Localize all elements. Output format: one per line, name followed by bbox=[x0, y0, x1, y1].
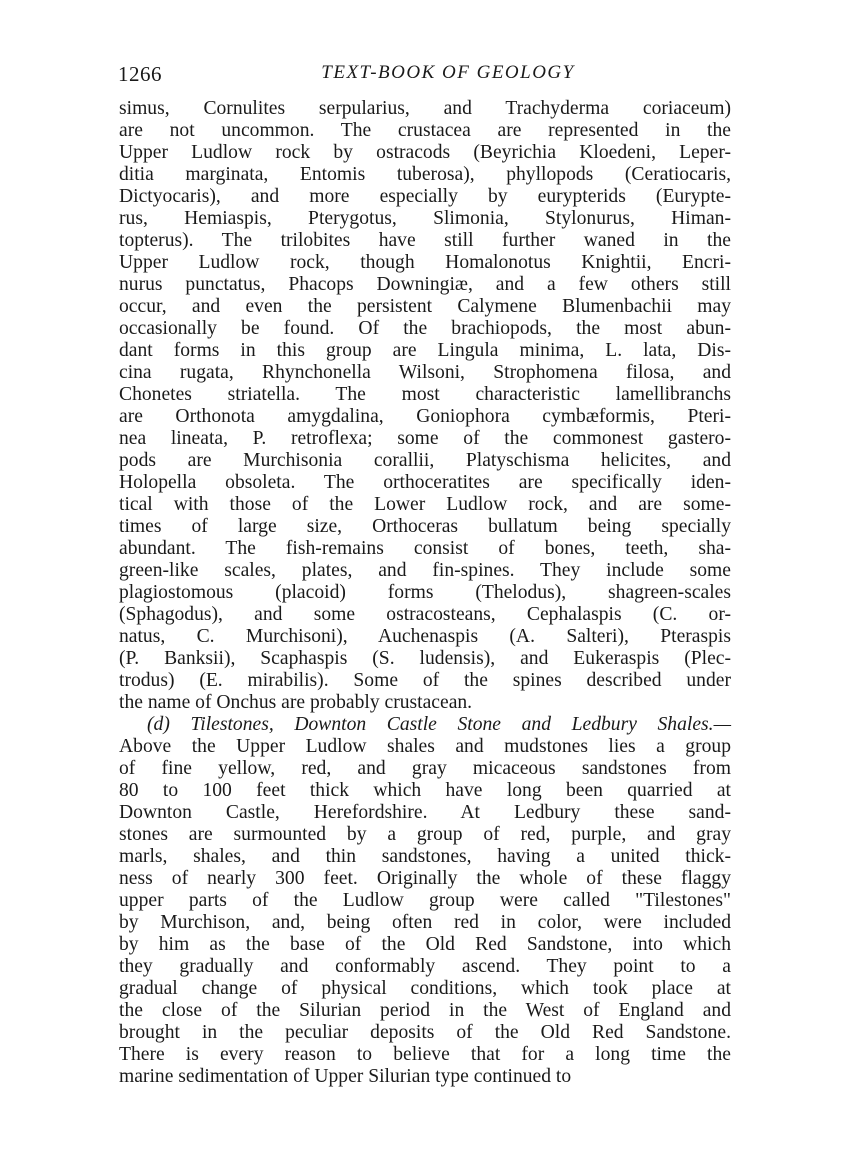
text-line: Upper Ludlow rock, though Homalonotus Knightii, Encri- bbox=[119, 252, 731, 273]
text-line: ness of nearly 300 feet. Originally the whole of these flaggy bbox=[119, 868, 731, 889]
text-line: (Sphagodus), and some ostracosteans, Cephalaspis (C. or- bbox=[119, 604, 731, 625]
text-line: Holopella obsoleta. The orthoceratites are specifically iden- bbox=[119, 472, 731, 493]
text-line: Chonetes striatella. The most characteristic lamellibranchs bbox=[119, 384, 731, 405]
text-line: are Orthonota amygdalina, Goniophora cymbæformis, Pteri- bbox=[119, 406, 731, 427]
text-line: the name of Onchus are probably crustacean. bbox=[119, 692, 473, 713]
text-line: topterus). The trilobites have still further waned in the bbox=[119, 230, 731, 251]
text-line: marls, shales, and thin sandstones, having a united thick- bbox=[119, 846, 731, 867]
text-line: marine sedimentation of Upper Silurian type continued to bbox=[119, 1066, 572, 1087]
text-line: occasionally be found. Of the brachiopods, the most abun- bbox=[119, 318, 731, 339]
text-line: simus, Cornulites serpularius, and Trachyderma coriaceum) bbox=[119, 98, 731, 119]
paragraph-fauna bbox=[119, 98, 731, 714]
section-heading bbox=[119, 714, 731, 736]
text-line: dant forms in this group are Lingula minima, L. lata, Dis- bbox=[119, 340, 731, 361]
text-line: abundant. The fish-remains consist of bones, teeth, sha- bbox=[119, 538, 731, 559]
text-line: plagiostomous (placoid) forms (Thelodus), shagreen-scales bbox=[119, 582, 731, 603]
text-line: Downton Castle, Herefordshire. At Ledbury these sand- bbox=[119, 802, 731, 823]
text-line: Upper Ludlow rock by ostracods (Beyrichia Kloedeni, Leper- bbox=[119, 142, 731, 163]
text-line: upper parts of the Ludlow group were called "Tilestones" bbox=[119, 890, 731, 911]
section-heading-text: (d) Tilestones, Downton Castle Stone and Ledbury Shales.— bbox=[147, 714, 731, 735]
text-line: of fine yellow, red, and gray micaceous sandstones from bbox=[119, 758, 731, 779]
text-line: green-like scales, plates, and fin-spines. They include some bbox=[119, 560, 731, 581]
text-line: Above the Upper Ludlow shales and mudstones lies a group bbox=[119, 736, 731, 757]
text-line: times of large size, Orthoceras bullatum being specially bbox=[119, 516, 731, 537]
text-line: are not uncommon. The crustacea are represented in the bbox=[119, 120, 731, 141]
text-line: trodus) (E. mirabilis). Some of the spines described under bbox=[119, 670, 731, 691]
text-line: 80 to 100 feet thick which have long been quarried at bbox=[119, 780, 731, 801]
text-line: brought in the peculiar deposits of the Old Red Sandstone. bbox=[119, 1022, 731, 1043]
text-line: rus, Hemiaspis, Pterygotus, Slimonia, Stylonurus, Himan- bbox=[119, 208, 731, 229]
text-line: they gradually and conformably ascend. They point to a bbox=[119, 956, 731, 977]
running-title: TEXT-BOOK OF GEOLOGY bbox=[321, 62, 575, 83]
text-line: occur, and even the persistent Calymene Blumenbachii may bbox=[119, 296, 731, 317]
text-line: nea lineata, P. retroflexa; some of the commonest gastero- bbox=[119, 428, 731, 449]
page-header bbox=[118, 62, 738, 88]
text-line: the close of the Silurian period in the West of England and bbox=[119, 1000, 731, 1021]
text-line: cina rugata, Rhynchonella Wilsoni, Strophomena filosa, and bbox=[119, 362, 731, 383]
text-line: pods are Murchisonia corallii, Platyschisma helicites, and bbox=[119, 450, 731, 471]
text-line: There is every reason to believe that for a long time the bbox=[119, 1044, 731, 1065]
text-line: natus, C. Murchisoni), Auchenaspis (A. Salteri), Pteraspis bbox=[119, 626, 731, 647]
text-line: (P. Banksii), Scaphaspis (S. ludensis), and Eukeraspis (Plec- bbox=[119, 648, 731, 669]
text-line: by him as the base of the Old Red Sandstone, into which bbox=[119, 934, 731, 955]
text-line: nurus punctatus, Phacops Downingiæ, and a few others still bbox=[119, 274, 731, 295]
text-line: by Murchison, and, being often red in color, were included bbox=[119, 912, 731, 933]
text-line: gradual change of physical conditions, which took place at bbox=[119, 978, 731, 999]
text-line: Dictyocaris), and more especially by eurypterids (Eurypte- bbox=[119, 186, 731, 207]
text-line: ditia marginata, Entomis tuberosa), phyllopods (Ceratiocaris, bbox=[119, 164, 731, 185]
text-line: tical with those of the Lower Ludlow rock, and are some- bbox=[119, 494, 731, 515]
text-line: stones are surmounted by a group of red, purple, and gray bbox=[119, 824, 731, 845]
body-text bbox=[119, 98, 731, 1088]
page-number: 1266 bbox=[118, 62, 162, 86]
paragraph-tilestones bbox=[119, 736, 731, 1088]
